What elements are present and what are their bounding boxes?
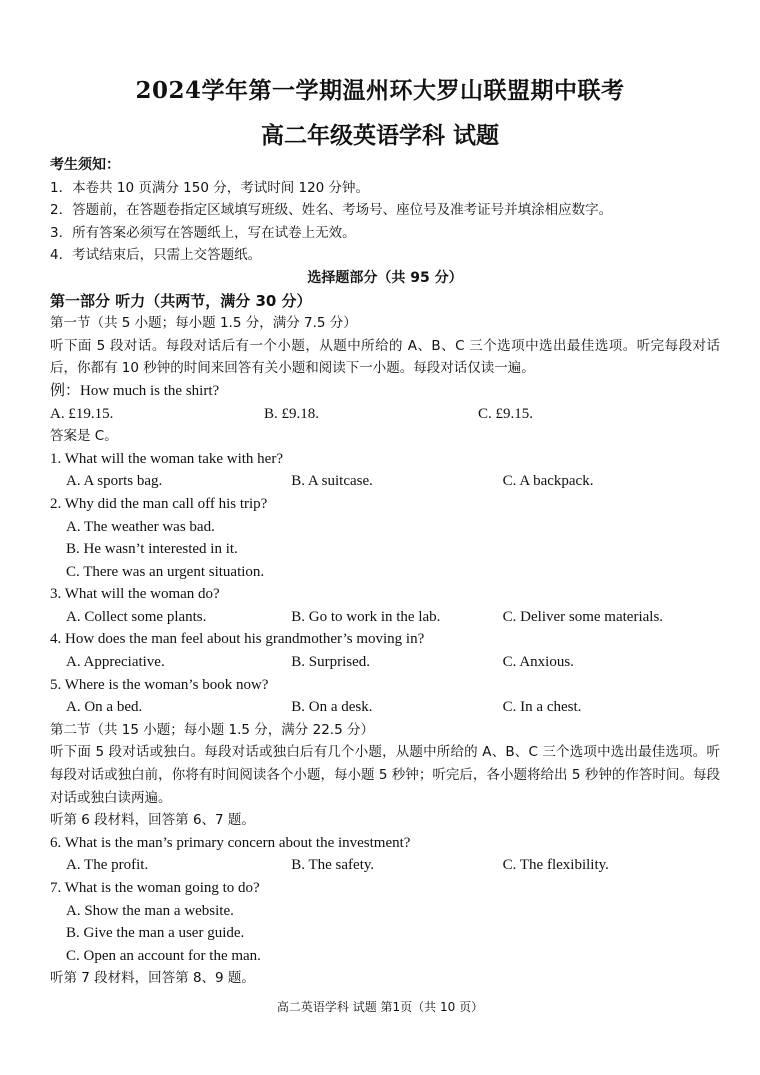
- exam-subtitle: 高二年级英语学科 试题: [260, 122, 499, 149]
- question: 6. What is the man’s primary concern about the investment?: [50, 834, 411, 851]
- option-b: B. Give the man a user guide.: [66, 925, 245, 942]
- option-a: A. A sports bag.: [66, 473, 163, 490]
- option-a: A. On a bed.: [66, 699, 143, 716]
- question-options: [50, 854, 720, 877]
- option-b: B. Go to work in the lab.: [291, 608, 441, 625]
- notice-heading: 考生须知：: [50, 157, 120, 173]
- section-title: 选择题部分（共 95 分）: [307, 269, 463, 286]
- option-a: A. £19.15.: [50, 405, 114, 422]
- option-b: B. A suitcase.: [291, 473, 373, 490]
- option-b: B. He wasn’t interested in it.: [66, 541, 238, 558]
- notice-item: 4．考试结束后，只需上交答题纸。: [50, 247, 262, 264]
- option-b: B. The safety.: [291, 857, 375, 874]
- question: 1. What will the woman take with her?: [50, 450, 283, 467]
- question: 2. Why did the man call off his trip?: [50, 495, 268, 512]
- exam-title: 2024学年第一学期温州环大罗山联盟期中联考: [135, 77, 625, 104]
- sec1-instructions: 听下面 5 段对话。每段对话后有一个小题，从题中所给的 A、B、C 三个选项中选出最佳选项。听完每段对话后，你都有 10 秒钟的时间来回答有关小题和阅读下一小题。每段对话仅读一遍。: [50, 337, 720, 377]
- option-c: C. £9.15.: [478, 405, 534, 422]
- option-b: B. Surprised.: [291, 654, 370, 671]
- question: 5. Where is the woman’s book now?: [50, 676, 269, 693]
- option-c: C. Anxious.: [502, 654, 574, 671]
- option-c: C. Open an account for the man.: [66, 947, 261, 964]
- notice-item: 1．本卷共 10 页满分 150 分，考试时间 120 分钟。: [50, 179, 370, 196]
- question-options: [50, 606, 720, 629]
- question-options: [50, 470, 720, 493]
- option-c: C. A backpack.: [502, 473, 594, 490]
- sec2-instructions: 听下面 5 段对话或独白。每段对话或独白后有几个小题，从题中所给的 A、B、C 三个选项中选出最佳选项。听每段对话或独白前，你将有时间阅读各个小题，每小题 5 秒钟；听完后，各小题将给出 5 秒钟的作答时间。每段对话或独白读两遍。: [50, 744, 720, 806]
- material-6-label: 听第 6 段材料，回答第 6、7 题。: [50, 812, 255, 829]
- question-options: [50, 696, 720, 719]
- option-b: B. On a desk.: [291, 699, 373, 716]
- example-answer: 答案是 C。: [50, 428, 118, 445]
- option-a: A. Show the man a website.: [66, 902, 234, 919]
- option-a: A. The profit.: [66, 857, 149, 874]
- option-b: B. £9.18.: [264, 405, 320, 422]
- material-7-label: 听第 7 段材料，回答第 8、9 题。: [50, 970, 255, 987]
- question: 3. What will the woman do?: [50, 586, 220, 603]
- sec2-title: 第二节（共 15 小题；每小题 1.5 分，满分 22.5 分）: [50, 721, 374, 738]
- page-footer: 高二英语学科 试题 第1页（共 10 页）: [276, 1000, 484, 1014]
- sec1-title: 第一节（共 5 小题；每小题 1.5 分，满分 7.5 分）: [50, 315, 357, 332]
- part1-title: 第一部分 听力（共两节，满分 30 分）: [50, 291, 312, 310]
- option-a: A. The weather was bad.: [66, 518, 215, 535]
- option-c: C. In a chest.: [502, 699, 582, 716]
- question-options: [50, 651, 720, 674]
- question: 7. What is the woman going to do?: [50, 880, 260, 896]
- notice-item: 3．所有答案必须写在答题纸上，写在试卷上无效。: [50, 224, 356, 241]
- option-c: C. There was an urgent situation.: [66, 563, 265, 580]
- exam-body: [50, 154, 720, 990]
- option-c: C. Deliver some materials.: [502, 608, 664, 625]
- option-a: A. Appreciative.: [66, 654, 165, 671]
- example-question: 例：How much is the shirt?: [50, 382, 220, 399]
- option-a: A. Collect some plants.: [66, 608, 207, 625]
- notice-item: 2．答题前，在答题卷指定区域填写班级、姓名、考场号、座位号及准考证号并填涂相应数字。: [50, 202, 613, 219]
- option-c: C. The flexibility.: [502, 857, 609, 874]
- example-options: [50, 403, 720, 426]
- question: 4. How does the man feel about his grandmother’s moving in?: [50, 631, 425, 648]
